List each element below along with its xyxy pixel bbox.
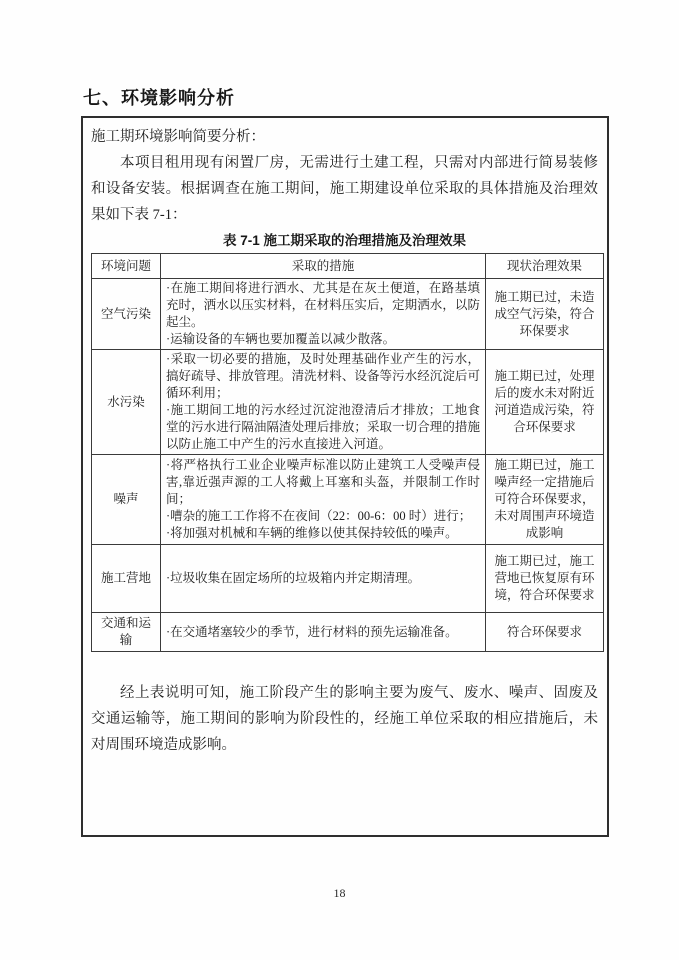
table-row-water-pollution [92,350,604,455]
intro-paragraph: 本项目租用现有闲置厂房，无需进行土建工程，只需对内部进行简易装修和设备安装。根据调查在施工期间，施工期建设单位采取的具体措施及治理效果如下表 7-1： [91,155,598,223]
issue-cell: 施工营地 [92,545,161,613]
table-row-noise [92,455,604,545]
measure-item: ·将加强对机械和车辆的维修以使其保持较低的噪声。 [166,526,458,540]
measures-cell [161,613,486,652]
section-heading: 七、环境影响分析 [83,88,235,108]
measure-item: ·垃圾收集在固定场所的垃圾箱内并定期清理。 [166,571,421,585]
measures-cell [161,350,486,455]
table-row-construction-camp [92,545,604,613]
table-row-air-pollution [92,279,604,350]
table-header-row [92,254,604,279]
issue-cell: 水污染 [92,350,161,455]
measure-item: ·嘈杂的施工工作将不在夜间（22：00-6：00 时）进行； [166,509,472,523]
measures-cell [161,279,486,350]
issue-cell: 空气污染 [92,279,161,350]
issue-cell: 交通和运输 [92,613,161,652]
treatment-measures-table [91,253,604,652]
effect-cell: 符合环保要求 [486,613,604,652]
intro-line: 施工期环境影响简要分析： [91,129,265,145]
measure-item: ·将严格执行工业企业噪声标准以防止建筑工人受噪声侵害,靠近强声源的工人将戴上耳塞和头盔，并限制工作时间； [166,458,480,506]
table-row-traffic-transport [92,613,604,652]
issue-cell: 噪声 [92,455,161,545]
header-measures: 采取的措施 [161,254,486,279]
measure-item: ·运输设备的车辆也要加覆盖以减少散落。 [166,332,396,346]
effect-cell: 施工期已过，施工营地已恢复原有环境，符合环保要求 [486,545,604,613]
content-box [81,116,609,837]
table-title: 表 7-1 施工期采取的治理措施及治理效果 [222,233,466,248]
measure-item: ·施工期间工地的污水经过沉淀池澄清后才排放；工地食堂的污水进行隔油隔渣处理后排放；采取一切合理的措施以防止施工中产生的污水直接进入河道。 [166,403,480,451]
conclusion-paragraph: 经上表说明可知，施工阶段产生的影响主要为废气、废水、噪声、固废及交通运输等，施工期间的影响为阶段性的，经施工单位采取的相应措施后，未对周围环境造成影响。 [91,685,598,753]
measures-cell [161,545,486,613]
measure-item: ·在交通堵塞较少的季节，进行材料的预先运输准备。 [166,624,458,639]
measure-item: ·采取一切必要的措施，及时处理基础作业产生的污水，搞好疏导、排放管理。清洗材料、设备等污水经沉淀后可循环利用； [166,352,480,400]
measures-cell [161,455,486,545]
measure-item: ·在施工期间将进行洒水、尤其是在灰土便道，在路基填充时，洒水以压实材料，在材料压实后，定期洒水，以防起尘。 [166,281,480,329]
header-effect: 现状治理效果 [486,254,604,279]
effect-cell: 施工期已过，未造成空气污染，符合环保要求 [486,279,604,350]
effect-cell: 施工期已过，施工噪声经一定措施后可符合环保要求，未对周围声环境造成影响 [486,455,604,545]
effect-cell: 施工期已过，处理后的废水未对附近河道造成污染，符合环保要求 [486,350,604,455]
header-issue: 环境问题 [92,254,161,279]
page-number: 18 [333,886,346,900]
